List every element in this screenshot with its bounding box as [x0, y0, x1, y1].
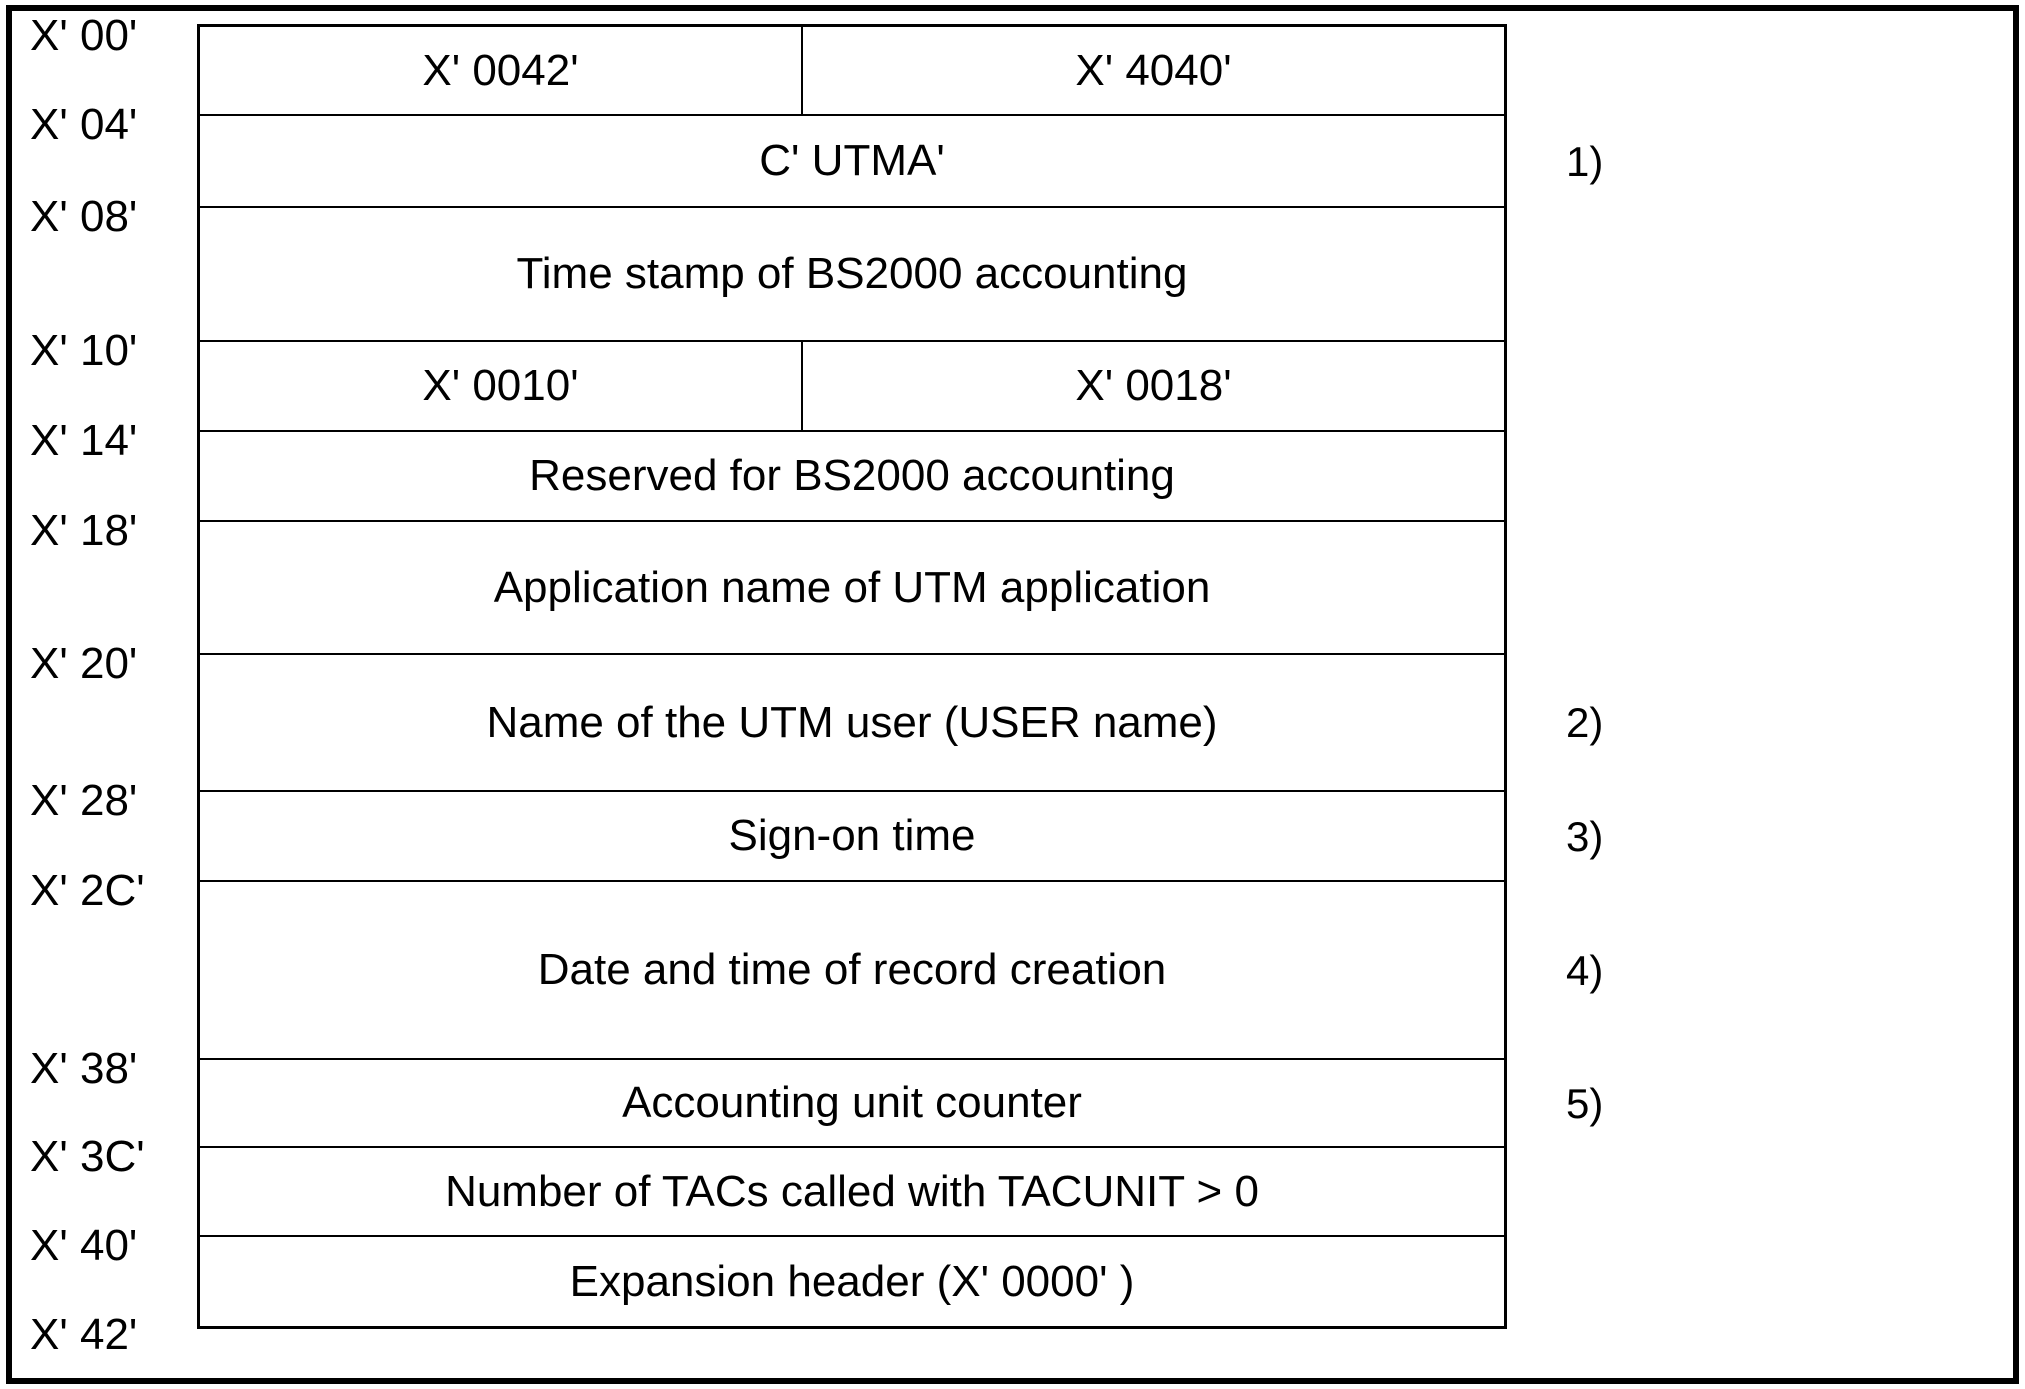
offset-label-10: X' 10'	[30, 326, 138, 375]
field-row-subrecord-lengths	[200, 342, 1504, 432]
footnote-marker-3: 3)	[1566, 813, 1604, 860]
offset-label-2C: X' 2C'	[30, 866, 145, 915]
footnote-marker-1: 1)	[1566, 138, 1604, 185]
cell-length-0010: X' 0010'	[200, 342, 803, 430]
offset-label-42: X' 42'	[30, 1310, 138, 1359]
offset-label-28: X' 28'	[30, 776, 138, 825]
offset-label-14: X' 14'	[30, 416, 138, 465]
field-row-lengths	[200, 27, 1504, 116]
field-row-accounting-unit-counter: Accounting unit counter	[200, 1060, 1504, 1148]
offset-label-38: X' 38'	[30, 1044, 138, 1093]
cell-length-0018: X' 0018'	[1075, 361, 1232, 410]
offset-label-20: X' 20'	[30, 639, 138, 688]
footnote-marker-4: 4)	[1566, 947, 1604, 994]
cell-filler-4040: X' 4040'	[1075, 45, 1232, 95]
footnote-marker-2: 2)	[1566, 699, 1604, 746]
field-row-tac-count: Number of TACs called with TACUNIT > 0	[200, 1148, 1504, 1237]
offset-label-04: X' 04'	[30, 100, 138, 149]
field-row-timestamp: Time stamp of BS2000 accounting	[200, 208, 1504, 342]
field-row-expansion-header: Expansion header (X' 0000' )	[569, 1256, 1135, 1306]
field-row-record-id: C' UTMA'	[200, 116, 1504, 208]
offset-label-00: X' 00'	[30, 11, 138, 60]
footnote-marker-5: 5)	[1566, 1080, 1604, 1127]
field-row-application-name: Application name of UTM application	[200, 522, 1504, 655]
offset-label-40: X' 40'	[30, 1221, 138, 1270]
cell-record-length: X' 0042'	[200, 27, 803, 114]
offset-label-3C: X' 3C'	[30, 1132, 145, 1181]
record-layout-table	[197, 24, 1507, 1329]
offset-label-18: X' 18'	[30, 506, 138, 555]
offset-label-08: X' 08'	[30, 192, 138, 241]
field-row-user-name: Name of the UTM user (USER name)	[200, 655, 1504, 792]
field-row-record-creation: Date and time of record creation	[200, 882, 1504, 1060]
field-row-signon-time: Sign-on time	[200, 792, 1504, 882]
field-row-reserved: Reserved for BS2000 accounting	[200, 432, 1504, 522]
